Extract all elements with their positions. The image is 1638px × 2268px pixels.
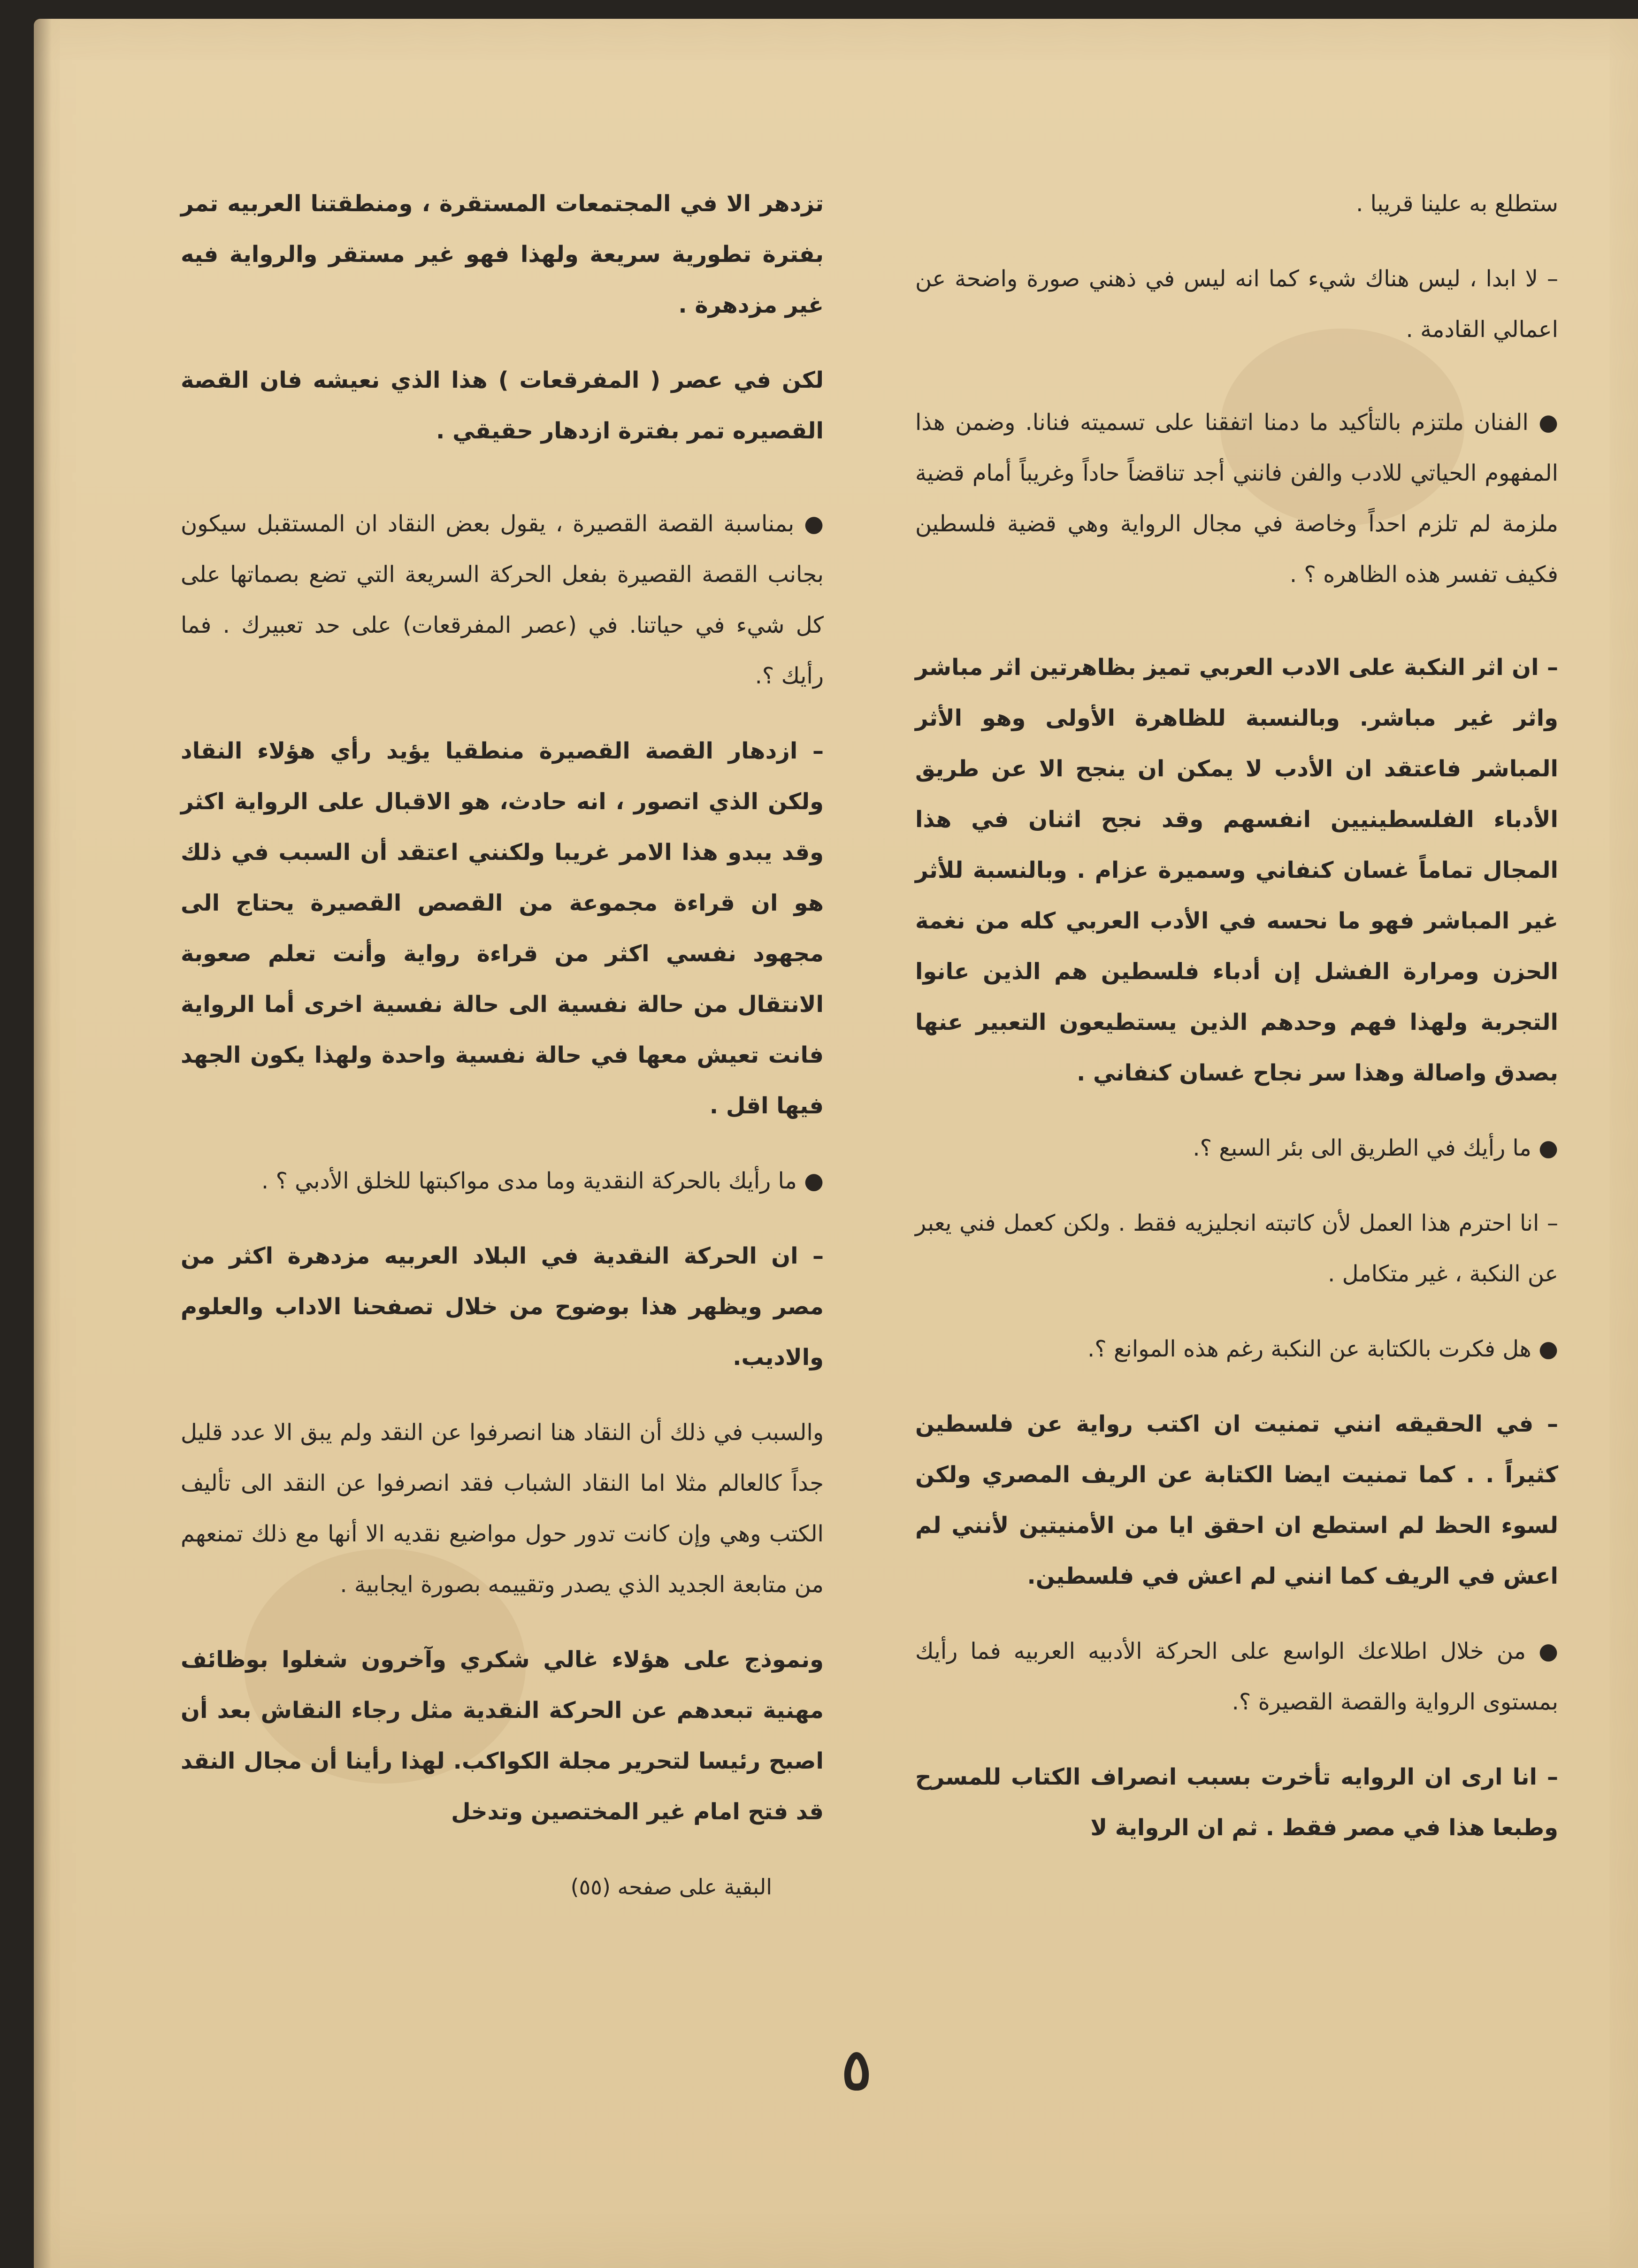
page-edge-shadow [34, 19, 52, 2268]
article-paragraph: ونموذج على هؤلاء غالي شكري وآخرون شغلوا بوظائف مهنية تبعدهم عن الحركة النقدية مثل رجاء النقاش بعد أن اصبح رئيسا لتحرير مجلة الكواكب. لهذا رأينا أن مجال النقد قد فتح امام غير المختصين وتدخل [181, 1647, 824, 1825]
answer-paragraph: – ان اثر النكبة على الادب العربي تميز بظاهرتين اثر مباشر واثر غير مباشر. وبالنسبة للظاهرة الأولى وهو الأثر المباشر فاعتقد ان الأدب لا يمكن ان ينجح الا عن طريق الأدباء الفلسطينيين انفسهم وقد نجح اثنان في هذا المجال تماماً غسان كنفاني وسميرة عزام . وبالنسبة للأثر غير المباشر فهو ما نحسه في الأدب العربي كله من نغمة الحزن ومرارة الفشل إن أدباء فلسطين هم الذين عانوا التجربة ولهذا فهم وحدهم الذين يستطيعون التعبير عنها بصدق واصالة وهذا سر نجاح غسان كنفاني . [915, 654, 1558, 1086]
article-paragraph: والسبب في ذلك أن النقاد هنا انصرفوا عن النقد ولم يبق الا عدد قليل جداً كالعالم مثلا اما النقاد الشباب فقد انصرفوا عن النقد الى تأليف الكتب وهي وإن كانت تدور حول مواضيع نقديه الا أنها مع ذلك تمنعهم من متابعة الجديد الذي يصدر وتقييمه بصورة ايجابية . [181, 1419, 824, 1598]
question-paragraph: ● ما رأيك بالحركة النقدية وما مدى مواكبتها للخلق الأدبي ؟ . [261, 1168, 824, 1194]
article-paragraph: ستطلع به علينا قريبا . [1356, 191, 1558, 217]
answer-paragraph: تزدهر الا في المجتمعات المستقرة ، ومنطقتنا العربيه تمر بفترة تطورية سريعة ولهذا فهو غير مستقر والرواية فيه غير مزدهرة . [181, 191, 824, 318]
answer-paragraph: – ان الحركة النقدية في البلاد العربيه مزدهرة اكثر من مصر ويظهر هذا بوضوح من خلال تصفحنا الاداب والعلوم والاديب. [181, 1243, 824, 1371]
answer-paragraph: – لا ابدا ، ليس هناك شيء كما انه ليس في ذهني صورة واضحة عن اعمالي القادمة . [915, 266, 1558, 343]
page-number: ٥ [841, 2037, 872, 2103]
right-column [915, 178, 1558, 1877]
answer-paragraph: – ازدهار القصة القصيرة منطقيا يؤيد رأي هؤلاء النقاد ولكن الذي اتصور ، انه حادث، هو الاقبال على الرواية اكثر وقد يبدو هذا الامر غريبا ولكنني اعتقد أن السبب في ذلك هو ان قراءة مجموعة من القصص القصيرة يحتاج الى مجهود نفسي اكثر من قراءة رواية وأنت تعلم صعوبة الانتقال من حالة نفسية الى حالة نفسية اخرى أما الرواية فانت تعيش معها في حالة نفسية واحدة ولهذا يكون الجهد فيها اقل . [181, 738, 824, 1119]
answer-paragraph: لكن في عصر ( المفرقعات ) هذا الذي نعيشه فان القصة القصيره تمر بفترة ازدهار حقيقي . [181, 367, 824, 444]
question-paragraph: ● هل فكرت بالكتابة عن النكبة رغم هذه الموانع ؟. [1087, 1336, 1558, 1362]
answer-paragraph: – في الحقيقه انني تمنيت ان اكتب رواية عن فلسطين كثيراً . . كما تمنيت ايضا الكتابة عن الريف المصري ولكن لسوء الحظ لم استطع ان احقق ايا من الأمنيتين لأنني لم اعش في الريف كما انني لم اعش في فلسطين. [915, 1411, 1558, 1589]
left-column [181, 178, 824, 1912]
continued-note: البقية على صفحه (٥٥) [570, 1874, 772, 1900]
answer-paragraph: – انا احترم هذا العمل لأن كاتبته انجليزيه فقط . ولكن كعمل فني يعبر عن النكبة ، غير متكامل . [915, 1210, 1558, 1287]
question-paragraph: ● بمناسبة القصة القصيرة ، يقول بعض النقاد ان المستقبل سيكون بجانب القصة القصيرة بفعل الحركة السريعة التي تضع بصماتها على كل شيء في حياتنا. في (عصر المفرقعات) على حد تعبيرك . فما رأيك ؟. [181, 511, 824, 689]
question-paragraph: ● ما رأيك في الطريق الى بئر السبع ؟. [1193, 1135, 1558, 1161]
question-paragraph: ● من خلال اطلاعك الواسع على الحركة الأدبيه العربيه فما رأيك بمستوى الرواية والقصة القصيرة ؟. [915, 1638, 1558, 1715]
answer-paragraph: – انا ارى ان الروايه تأخرت بسبب انصراف الكتاب للمسرح وطبعا هذا في مصر فقط . ثم ان الرواية لا [915, 1764, 1558, 1841]
question-paragraph: ● الفنان ملتزم بالتأكيد ما دمنا اتفقنا على تسميته فنانا. وضمن هذا المفهوم الحياتي للادب والفن فانني أجد تناقضاً حاداً وغريباً أمام قضية ملزمة لم تلزم احداً وخاصة في مجال الرواية وهي قضية فلسطين فكيف تفسر هذه الظاهره ؟ . [915, 409, 1558, 588]
